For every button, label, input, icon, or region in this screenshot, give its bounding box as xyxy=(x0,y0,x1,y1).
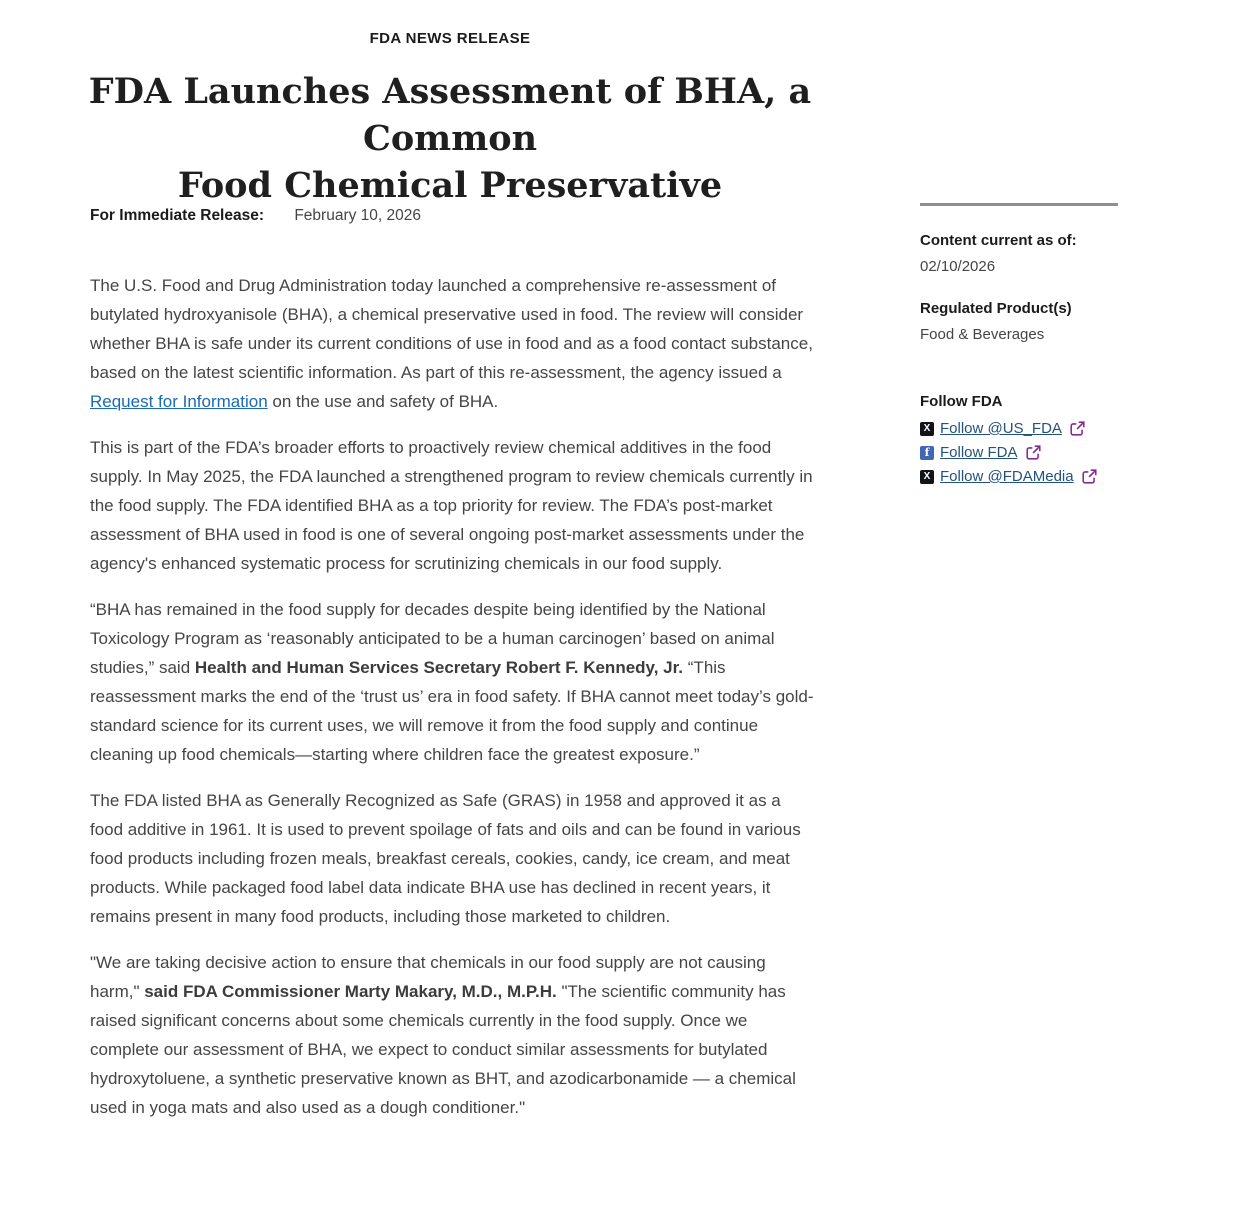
facebook-icon: f xyxy=(920,446,934,460)
article-content xyxy=(90,205,814,1122)
release-label: For Immediate Release: xyxy=(90,207,265,224)
title-line-1: FDA Launches Assessment of BHA, a Common xyxy=(88,71,812,159)
follow-link[interactable]: Follow @US_FDA xyxy=(940,420,1062,437)
article-header xyxy=(10,30,890,209)
paragraph-text: on the use and safety of BHA. xyxy=(267,392,499,411)
regulated-products-label: Regulated Product(s) xyxy=(920,300,1072,317)
follow-link[interactable]: Follow @FDAMedia xyxy=(940,468,1074,485)
paragraph-text: This is part of the FDA’s broader efforts to proactively review chemical additives in the food supply. In May 2025, the FDA launched a strengthened program to review chemicals currently in the food supply. The FDA identified BHA as a top priority for review. The FDA’s post-market assessment of BHA used in food is one of several ongoing post-market assessments under the agency's enhanced systematic process for scrutinizing chemicals in our food supply. xyxy=(90,438,813,573)
external-link-icon xyxy=(1070,421,1085,436)
paragraph-text: "The scientific community has raised significant concerns about some chemicals currently in the food supply. Once we complete our assessment of BHA, we expect to conduct similar assessments for butylated hydroxytoluene, a synthetic preservative known as BHT, and azodicarbonamide — a chemical used in yoga mats and also used as a dough conditioner." xyxy=(90,982,796,1117)
article-paragraph xyxy=(90,786,814,931)
follow-link-row xyxy=(920,420,1125,437)
follow-links xyxy=(920,420,1125,485)
bold-text: Health and Human Services Secretary Robert F. Kennedy, Jr. xyxy=(194,658,684,677)
paragraph-text: “BHA has remained in the food supply for decades despite being identified by the National Toxicology Program as ‘reasonably anticipated to be a human carcinogen’ based on animal studies,” said xyxy=(90,600,775,677)
regulated-products-value: Food & Beverages xyxy=(920,326,1045,343)
x-icon: X xyxy=(920,422,934,436)
page-title xyxy=(10,68,890,209)
article-paragraph xyxy=(90,595,814,769)
external-link-icon xyxy=(1026,445,1041,460)
x-icon: X xyxy=(920,470,934,484)
article-paragraph xyxy=(90,433,814,578)
paragraph-text: "We are taking decisive action to ensure that chemicals in our food supply are not causing harm," xyxy=(90,953,766,1001)
inline-link[interactable]: Request for Information xyxy=(90,392,268,411)
title-line-2: Food Chemical Preservative xyxy=(177,165,723,206)
article-body xyxy=(90,271,814,1122)
sidebar xyxy=(920,203,1125,492)
paragraph-text: The FDA listed BHA as Generally Recognized as Safe (GRAS) in 1958 and approved it as a food additive in 1961. It is used to prevent spoilage of fats and oils and can be found in various food products including frozen meals, breakfast cereals, cookies, candy, ice cream, and meat products. While packaged food label data indicate BHA use has declined in recent years, it remains present in many food products, including those marketed to children. xyxy=(90,791,801,926)
sidebar-divider xyxy=(920,203,1118,206)
release-date: February 10, 2026 xyxy=(294,207,421,224)
article-paragraph xyxy=(90,271,814,416)
release-line xyxy=(90,205,814,226)
bold-text: said FDA Commissioner Marty Makary, M.D., M.P.H. xyxy=(144,982,557,1001)
follow-fda-label: Follow FDA xyxy=(920,393,1003,410)
follow-link-row xyxy=(920,444,1125,461)
paragraph-text: The U.S. Food and Drug Administration today launched a comprehensive re-assessment of butylated hydroxyanisole (BHA), a chemical preservative used in food. The review will consider whether BHA is safe under its current conditions of use in food and as a food contact substance, based on the latest scientific information. As part of this re-assessment, the agency issued a xyxy=(90,276,813,382)
paragraph-text: “This reassessment marks the end of the ‘trust us’ era in food safety. If BHA cannot meet today’s gold-standard science for its current uses, we will remove it from the food supply and continue cleaning up food chemicals—starting where children face the greatest exposure.” xyxy=(90,658,814,764)
kicker: FDA NEWS RELEASE xyxy=(369,30,531,47)
follow-link-row xyxy=(920,468,1125,485)
follow-link[interactable]: Follow FDA xyxy=(940,444,1018,461)
content-current-label: Content current as of: xyxy=(920,232,1077,249)
content-current-value: 02/10/2026 xyxy=(920,258,996,275)
external-link-icon xyxy=(1082,469,1097,484)
article-paragraph xyxy=(90,948,814,1122)
